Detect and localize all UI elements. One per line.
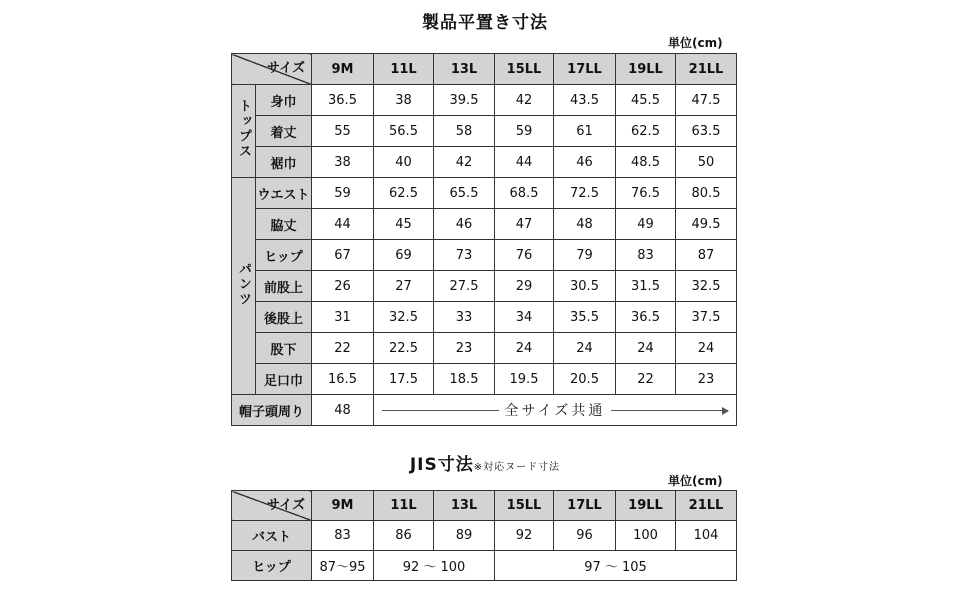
value-cell: 62.5 [374, 178, 434, 209]
value-cell: 65.5 [434, 178, 495, 209]
table-row [232, 551, 737, 581]
value-cell: 24 [616, 333, 676, 364]
value-cell: 79 [554, 240, 616, 271]
size-header: 11L [374, 491, 434, 521]
value-cell: 18.5 [434, 364, 495, 395]
value-cell: 20.5 [554, 364, 616, 395]
table-row [232, 521, 737, 551]
table-row [232, 302, 737, 333]
value-cell: 76.5 [616, 178, 676, 209]
product-table-title: 製品平置き寸法 [422, 13, 548, 33]
size-header: 13L [434, 491, 495, 521]
size-header: 21LL [676, 491, 737, 521]
row-label: 前股上 [256, 271, 312, 302]
product-unit-label: 単位(cm) [668, 36, 723, 50]
product-header-row [232, 54, 737, 85]
value-cell: 39.5 [434, 85, 495, 116]
value-cell: 89 [434, 521, 495, 551]
value-cell: 29 [495, 271, 554, 302]
value-cell: 48.5 [616, 147, 676, 178]
size-header: 19LL [616, 54, 676, 85]
size-header: 11L [374, 54, 434, 85]
size-header: 13L [434, 54, 495, 85]
value-cell: 73 [434, 240, 495, 271]
size-header: 19LL [616, 491, 676, 521]
value-cell: 86 [374, 521, 434, 551]
value-cell: 92 〜 100 [374, 551, 495, 581]
value-cell: 24 [495, 333, 554, 364]
value-cell: 33 [434, 302, 495, 333]
row-label: 帽子頭周り [232, 395, 312, 426]
row-label: 着丈 [256, 116, 312, 147]
value-cell: 49 [616, 209, 676, 240]
jis-note: ※対応ヌード寸法 [473, 462, 561, 473]
value-cell: 87 [676, 240, 737, 271]
value-cell: 22.5 [374, 333, 434, 364]
table-row [232, 333, 737, 364]
table-row [232, 178, 737, 209]
value-cell: 32.5 [374, 302, 434, 333]
value-cell: 22 [616, 364, 676, 395]
value-cell: 58 [434, 116, 495, 147]
value-cell: 69 [374, 240, 434, 271]
value-cell: 24 [554, 333, 616, 364]
row-label: ヒップ [256, 240, 312, 271]
value-cell: 72.5 [554, 178, 616, 209]
value-cell: 56.5 [374, 116, 434, 147]
value-cell: 37.5 [676, 302, 737, 333]
value-cell: 59 [312, 178, 374, 209]
size-header: 15LL [495, 491, 554, 521]
size-corner-cell: サイズ [232, 491, 312, 521]
product-size-table [231, 53, 737, 426]
row-label: 身巾 [256, 85, 312, 116]
table-row [232, 271, 737, 302]
value-cell: 44 [495, 147, 554, 178]
value-cell: 61 [554, 116, 616, 147]
value-cell: 48 [554, 209, 616, 240]
row-label: 脇丈 [256, 209, 312, 240]
size-header: 9M [312, 491, 374, 521]
value-cell: 22 [312, 333, 374, 364]
value-cell: 17.5 [374, 364, 434, 395]
jis-size-table [231, 490, 737, 581]
value-cell: 46 [434, 209, 495, 240]
row-label: ヒップ [232, 551, 312, 581]
value-cell: 38 [312, 147, 374, 178]
value-cell: 104 [676, 521, 737, 551]
value-cell: 19.5 [495, 364, 554, 395]
table-row [232, 116, 737, 147]
value-cell: 44 [312, 209, 374, 240]
all-sizes-cell [374, 395, 737, 426]
row-label: バスト [232, 521, 312, 551]
value-cell: 63.5 [676, 116, 737, 147]
size-header: 17LL [554, 54, 616, 85]
group-label-pants: パンツ [232, 178, 256, 395]
value-cell: 83 [312, 521, 374, 551]
size-corner-cell: サイズ [232, 54, 312, 85]
value-cell: 34 [495, 302, 554, 333]
value-cell: 62.5 [616, 116, 676, 147]
value-cell: 16.5 [312, 364, 374, 395]
value-cell: 26 [312, 271, 374, 302]
table-row [232, 240, 737, 271]
value-cell: 47.5 [676, 85, 737, 116]
value-cell: 38 [374, 85, 434, 116]
value-cell: 23 [676, 364, 737, 395]
value-cell: 43.5 [554, 85, 616, 116]
value-cell: 46 [554, 147, 616, 178]
value-cell: 67 [312, 240, 374, 271]
size-header: 21LL [676, 54, 737, 85]
table-row [232, 364, 737, 395]
value-cell: 45 [374, 209, 434, 240]
value-cell: 42 [495, 85, 554, 116]
table-row [232, 85, 737, 116]
row-label: 足口巾 [256, 364, 312, 395]
value-cell: 45.5 [616, 85, 676, 116]
value-cell: 31 [312, 302, 374, 333]
value-cell: 68.5 [495, 178, 554, 209]
value-cell: 48 [312, 395, 374, 426]
value-cell: 27.5 [434, 271, 495, 302]
row-label: 股下 [256, 333, 312, 364]
value-cell: 76 [495, 240, 554, 271]
row-label: ウエスト [256, 178, 312, 209]
value-cell: 50 [676, 147, 737, 178]
table-row [232, 147, 737, 178]
group-label-tops: トップス [232, 85, 256, 178]
value-cell: 92 [495, 521, 554, 551]
value-cell: 27 [374, 271, 434, 302]
value-cell: 35.5 [554, 302, 616, 333]
jis-unit-label: 単位(cm) [668, 474, 723, 488]
value-cell: 83 [616, 240, 676, 271]
value-cell: 59 [495, 116, 554, 147]
table-row [232, 209, 737, 240]
value-cell: 32.5 [676, 271, 737, 302]
value-cell: 36.5 [312, 85, 374, 116]
value-cell: 31.5 [616, 271, 676, 302]
value-cell: 47 [495, 209, 554, 240]
value-cell: 24 [676, 333, 737, 364]
row-label: 後股上 [256, 302, 312, 333]
value-cell: 40 [374, 147, 434, 178]
size-header: 15LL [495, 54, 554, 85]
value-cell: 23 [434, 333, 495, 364]
jis-table-title: JIS寸法※対応ヌード寸法 [409, 455, 561, 475]
value-cell: 96 [554, 521, 616, 551]
hat-row [232, 395, 737, 426]
value-cell: 80.5 [676, 178, 737, 209]
all-sizes-label: 全サイズ共通 [499, 403, 612, 419]
size-header: 9M [312, 54, 374, 85]
value-cell: 55 [312, 116, 374, 147]
jis-header-row [232, 491, 737, 521]
size-header: 17LL [554, 491, 616, 521]
value-cell: 87〜95 [312, 551, 374, 581]
value-cell: 100 [616, 521, 676, 551]
value-cell: 49.5 [676, 209, 737, 240]
value-cell: 30.5 [554, 271, 616, 302]
value-cell: 97 〜 105 [495, 551, 737, 581]
value-cell: 42 [434, 147, 495, 178]
value-cell: 36.5 [616, 302, 676, 333]
row-label: 裾巾 [256, 147, 312, 178]
